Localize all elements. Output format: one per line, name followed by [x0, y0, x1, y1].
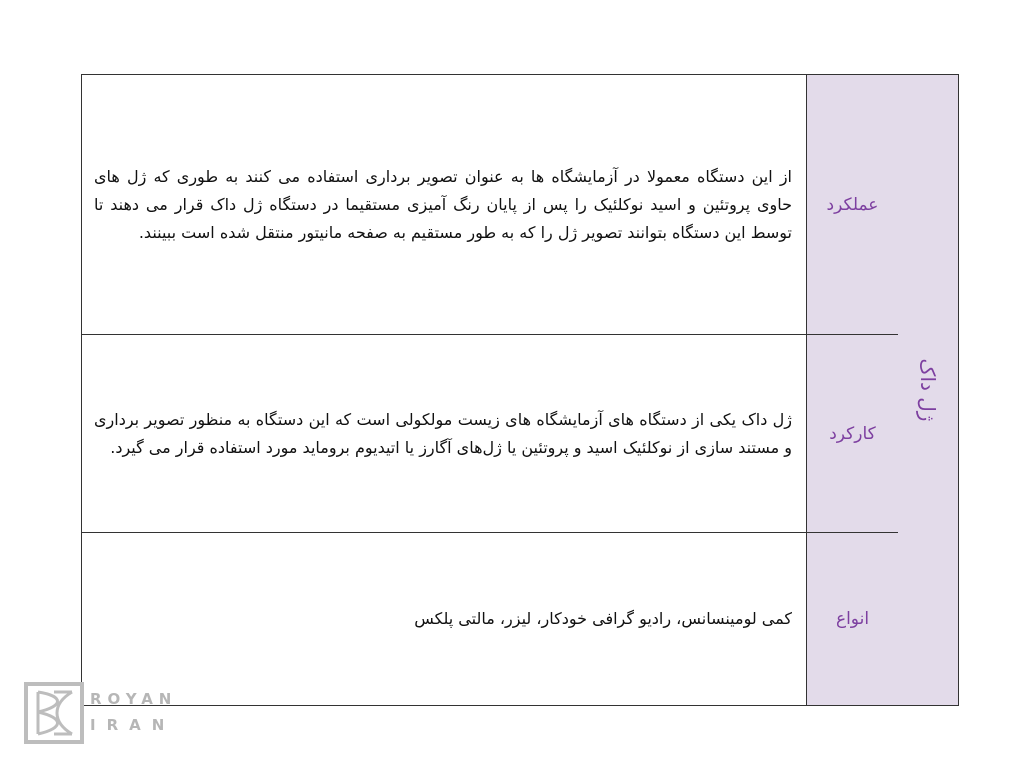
royan-iran-logo [24, 682, 178, 744]
table-title-column [897, 75, 958, 705]
table-row-function [82, 75, 898, 335]
row-label-function: عملکرد [806, 75, 898, 334]
row-content-usage [82, 335, 806, 532]
row-text-function: از این دستگاه معمولا در آزمایشگاه ها به عنوان تصویر برداری استفاده می کنند به طوری که ژل های حاوی پروتئین و اسید نوکلئیک را پس از پایان رنگ آمیزی مستقیما در دستگاه ژل داک قرار می دهند تا توسط این دستگاه بتوانند تصویر ژل را که به طور مستقیم به صفحه مانیتور منتقل شده است ببینند. [94, 166, 792, 242]
table-row-usage [82, 335, 898, 533]
row-label-types: انواع [806, 533, 898, 705]
row-text-usage: ژل داک یکی از دستگاه های آزمایشگاه های زیست مولکولی است که این دستگاه به منظور تصویر برداری و مستند سازی از نوکلئیک اسید و پروتئین یا ژل‌های آگارز یا اتیدیوم برومايد مورد استفاده قرار می گیرد. [94, 409, 792, 457]
row-label-usage: کارکرد [806, 335, 898, 532]
royan-logo-mark-icon [24, 682, 84, 744]
row-content-types [82, 533, 806, 705]
info-table [81, 74, 959, 706]
logo-text-line1: ROYAN [90, 690, 178, 708]
table-title: ژل داک [916, 358, 940, 422]
table-row-types [82, 533, 898, 705]
row-content-function [82, 75, 806, 334]
row-text-types: کمی لومینسانس، رادیو گرافی خودکار، لیزر، مالتی پلکس [414, 609, 792, 628]
logo-text-line2: IRAN [90, 716, 176, 734]
